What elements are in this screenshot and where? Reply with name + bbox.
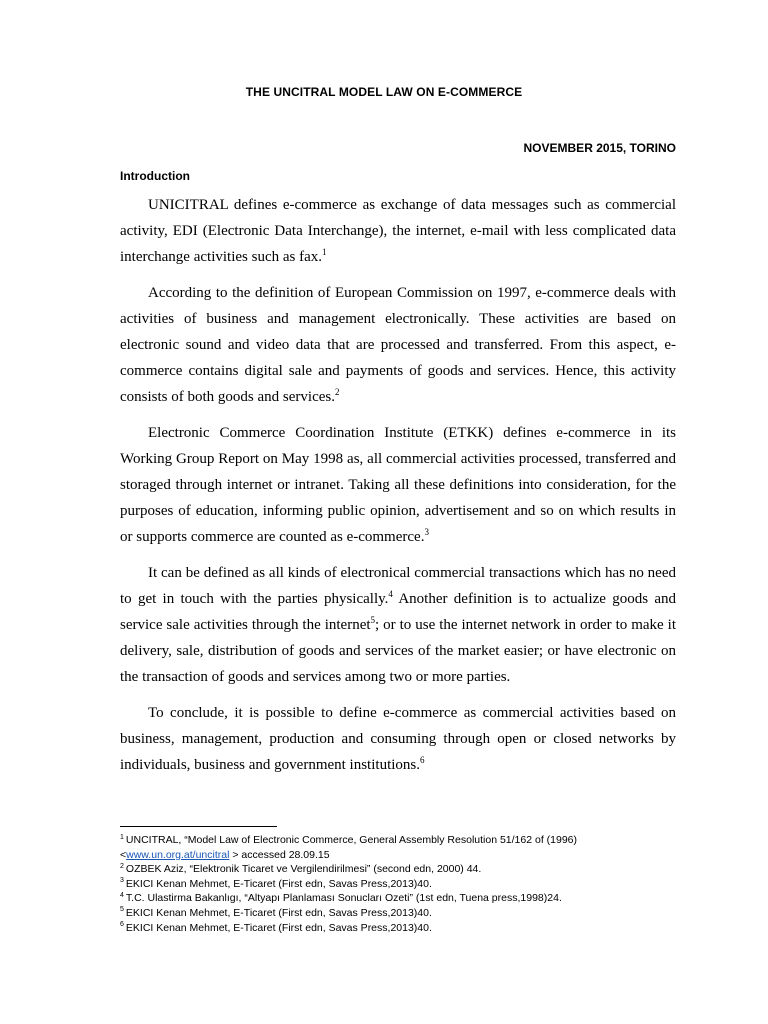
paragraph-text: Another definition is to actualize goods and service sale activities through the internet xyxy=(120,591,676,633)
paragraph-2 xyxy=(120,280,676,410)
paragraph-4 xyxy=(120,560,676,690)
footnote-3 xyxy=(120,877,680,892)
paragraph-text: According to the definition of European Commission on 1997, e-commerce deals with activities of business and management electronically. These activities are based on electronic sound and video data that are processed and transferred. From this aspect, e-commerce contains digital sale and payments of goods and services. Hence, this activity consists of both goods and services. xyxy=(120,285,676,405)
footnote-link[interactable]: www.un.org.at/uncitral xyxy=(126,848,230,861)
footnote-number: 3 xyxy=(120,877,124,885)
footnote-6 xyxy=(120,921,680,936)
footnote-number: 5 xyxy=(120,906,124,914)
paragraph-1 xyxy=(120,192,676,270)
footnote-text: OZBEK Aziz, “Elektronik Ticaret ve Vergilendirilmesi” (second edn, 2000) 44. xyxy=(125,863,482,876)
paragraph-text: It can be defined as all kinds of electronical commercial transactions which has no need to get in touch with the parties physically. xyxy=(120,565,676,607)
footnote-2 xyxy=(120,862,680,877)
footnote-number: 1 xyxy=(120,833,124,841)
footnote-1-continued xyxy=(120,848,680,863)
document-title: THE UNCITRAL MODEL LAW ON E-COMMERCE xyxy=(245,85,523,99)
footnote-text: < xyxy=(120,848,127,861)
paragraph-5 xyxy=(120,700,676,778)
footnote-text: UNCITRAL, “Model Law of Electronic Commerce, General Assembly Resolution 51/162 of (1996) xyxy=(125,834,578,846)
section-heading: Introduction xyxy=(120,169,190,183)
footnote-ref-5: 5 xyxy=(370,615,376,625)
footnote-1 xyxy=(120,833,680,848)
footnote-ref-1: 1 xyxy=(322,247,327,257)
footnote-text: EKICI Kenan Mehmet, E-Ticaret (First edn, Savas Press,2013)40. xyxy=(125,877,432,890)
footnote-ref-6: 6 xyxy=(420,755,425,765)
footnote-ref-2: 2 xyxy=(334,387,340,397)
paragraph-text: Electronic Commerce Coordination Institute (ETKK) defines e-commerce in its Working Group Report on May 1998 as, all commercial activities processed, transferred and storaged through internet or intranet. Taking all these definitions into consideration, for the purposes of education, informing public opinion, advertisement and so on which results in or supports commerce are counted as e-commerce. xyxy=(120,425,676,545)
footnote-4 xyxy=(120,891,680,906)
paragraph-text: UNICITRAL defines e-commerce as exchange of data messages such as commercial activity, EDI (Electronic Data Interchange), the internet, e-mail with less complicated data interchange activities such as fax. xyxy=(120,197,676,265)
footnote-separator xyxy=(120,826,277,827)
paragraph-text: ; or to use the internet network in order to make it delivery, sale, distribution of goods and services of the market easier; or have electronic on the transaction of goods and services among two or more parties. xyxy=(120,617,677,685)
footnote-text: EKICI Kenan Mehmet, E-Ticaret (First edn, Savas Press,2013)40. xyxy=(125,906,432,919)
footnotes xyxy=(120,833,680,935)
footnote-5 xyxy=(120,906,680,921)
document-date: NOVEMBER 2015, TORINO xyxy=(523,141,676,155)
footnote-ref-3: 3 xyxy=(424,527,429,537)
footnote-text: > accessed 28.09.15 xyxy=(229,848,330,861)
document-body xyxy=(120,192,676,788)
footnote-number: 2 xyxy=(120,862,124,870)
footnote-text: T.C. Ulastirma Bakanlıgı, “Altyapı Planlaması Sonucları Ozeti” (1st edn, Tuena press,1998)24. xyxy=(125,892,562,905)
paragraph-text: To conclude, it is possible to define e-commerce as commercial activities based on business, management, production and consuming through open or closed networks by individuals, business and government institutions. xyxy=(120,705,676,773)
footnote-number: 4 xyxy=(120,891,124,899)
paragraph-3 xyxy=(120,420,676,550)
footnote-number: 6 xyxy=(120,921,124,929)
footnote-ref-4: 4 xyxy=(388,589,393,599)
footnote-text: EKICI Kenan Mehmet, E-Ticaret (First edn, Savas Press,2013)40. xyxy=(125,921,432,934)
